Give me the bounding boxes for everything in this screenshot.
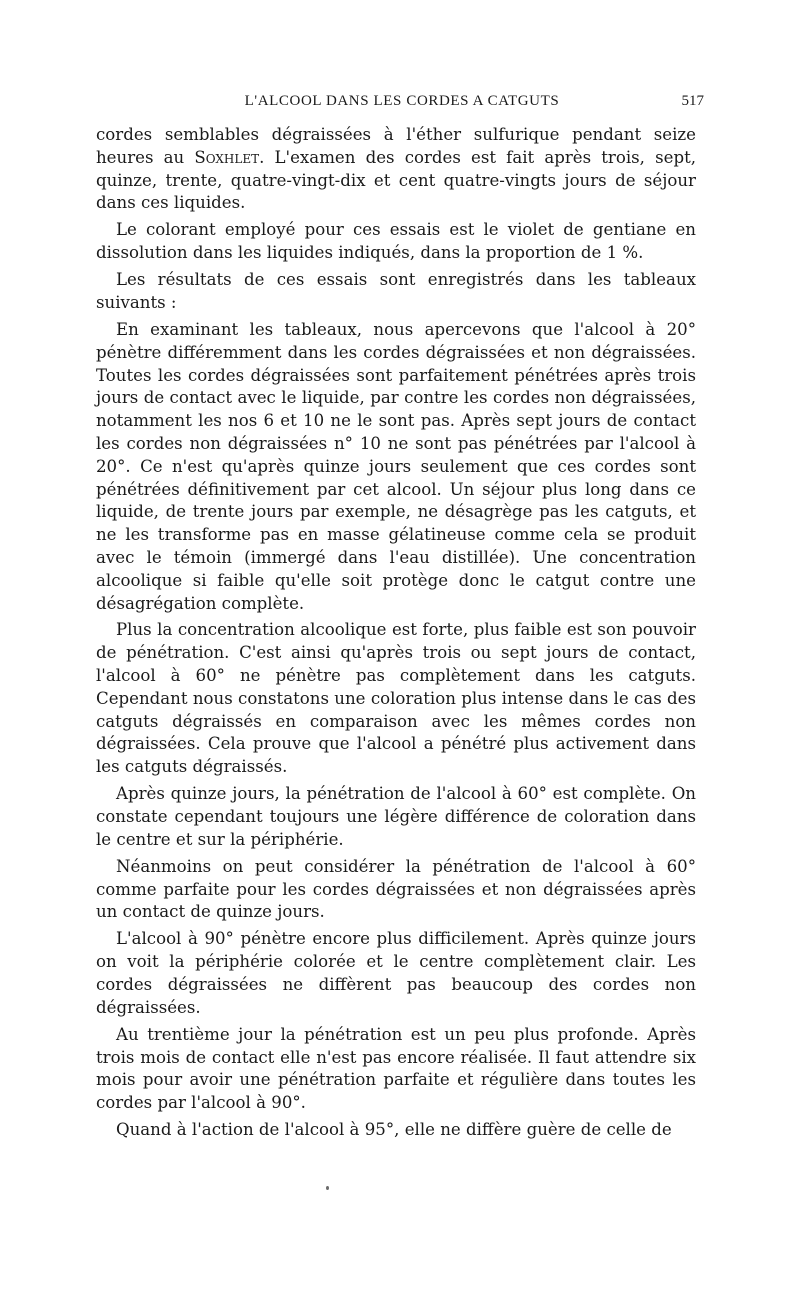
paragraph-10: Quand à l'action de l'alcool à 95°, elle ne diffère guère de celle de [116,1120,672,1140]
running-title: L'ALCOOL DANS LES CORDES A CATGUTS [244,93,560,109]
paragraph-1-text-start: cordes semblables dégraissées à l'éther sulfurique pendant seize heures au [96,125,696,167]
body-text [96,124,696,1146]
paragraph-7: Néanmoins on peut considérer la pénétration de l'alcool à 60° comme parfaite pour les cordes dégraissées et non dégraissées après un contact de quinze jours. [96,856,696,922]
paragraph-6: Après quinze jours, la pénétration de l'alcool à 60° est complète. On constate cependant toujours une légère différence de coloration dans le centre et sur la périphérie. [96,784,696,849]
paragraph-2: Le colorant employé pour ces essais est le violet de gentiane en dissolution dans les liquides indiqués, dans la proportion de 1 %. [96,220,696,263]
soxhlet-name: Soxhlet [194,147,260,167]
paragraph-9: Au trentième jour la pénétration est un peu plus profonde. Après trois mois de contact elle n'est pas encore réalisée. Il faut attendre six mois pour avoir une pénétration parfaite et régulière dans toutes les cordes par l'alcool à 90°. [96,1024,696,1113]
page-number: 517 [681,93,704,109]
running-head [96,91,708,115]
print-speck [326,1186,329,1190]
paragraph-1-text-end: . L'examen des cordes est fait après trois, sept, quinze, trente, quatre-vingt-dix et cent quatre-vingts jours de séjour dans ces liquides. [96,147,697,213]
paragraph-5: Plus la concentration alcoolique est forte, plus faible est son pouvoir de pénétration. C'est ainsi qu'après trois ou sept jours de contact, l'alcool à 60° ne pénètre pas complètement dans les catguts. Cependant nous constatons une coloration plus intense dans le cas des catguts dégraissés en comparaison avec les mêmes cordes non dégraissées. Cela prouve que l'alcool a pénétré plus activement dans les catguts dégraissés. [96,620,696,777]
paragraph-4: En examinant les tableaux, nous apercevons que l'alcool à 20° pénètre différemment dans les cordes dégraissées et non dégraissées. Toutes les cordes dégraissées sont parfaitement pénétrées après trois jours de contact avec le liquide, par contre les cordes non dégraissées, notamment les nos 6 et 10 ne le sont pas. Après sept jours de contact les cordes non dégraissées n° 10 ne sont pas pénétrées par l'alcool à 20°. Ce n'est qu'après quinze jours seulement que ces cordes sont pénétrées définitivement par cet alcool. Un séjour plus long dans ce liquide, de trente jours par exemple, ne désagrège pas les catguts, et ne les transforme pas en masse gélatineuse comme cela se produit avec le témoin (immergé dans l'eau distillée). Une concentration alcoolique si faible qu'elle soit protège donc le catgut contre une désagrégation complète. [96,319,696,613]
paragraph-1 [96,124,696,215]
paragraph-3: Les résultats de ces essais sont enregistrés dans les tableaux suivants : [96,270,696,312]
paragraph-8: L'alcool à 90° pénètre encore plus difficilement. Après quinze jours on voit la périphérie colorée et le centre complètement clair. Les cordes dégraissées ne diffèrent pas beaucoup des cordes non dégraissées. [96,929,696,1017]
